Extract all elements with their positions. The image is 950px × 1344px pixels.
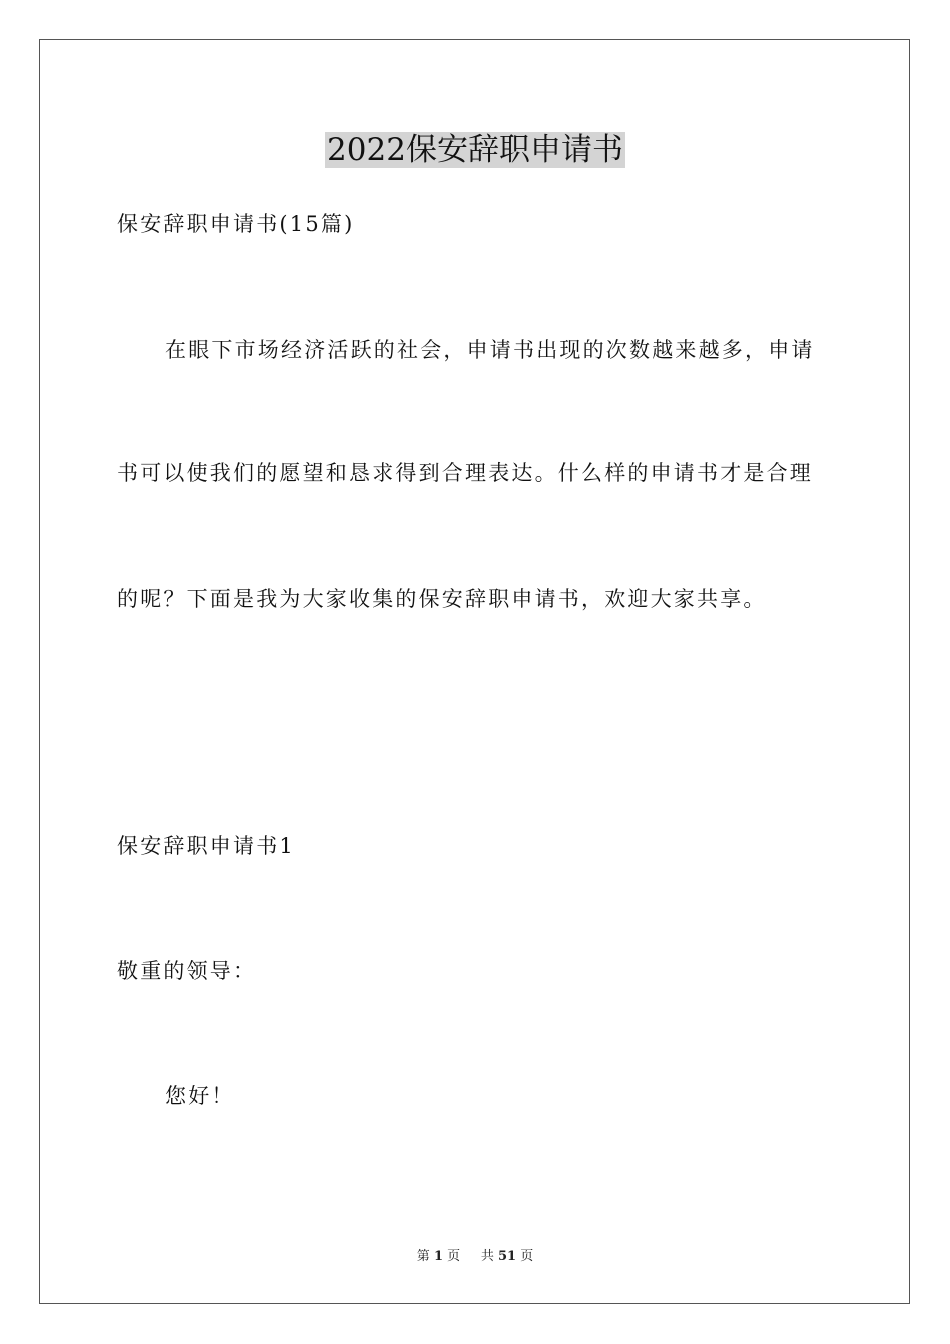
section-heading: 保安辞职申请书1 — [117, 834, 295, 858]
document-title: 2022保安辞职申请书 — [327, 132, 623, 168]
footer-total-prefix: 共 — [480, 1249, 494, 1264]
footer-total-suffix: 页 — [520, 1249, 534, 1264]
intro-paragraph-line-2: 书可以使我们的愿望和恳求得到合理表达。什么样的申请书才是合理 — [117, 461, 813, 485]
footer-page-suffix: 页 — [447, 1249, 461, 1264]
intro-paragraph-line-3: 的呢？下面是我为大家收集的保安辞职申请书，欢迎大家共享。 — [117, 587, 767, 611]
footer-total-pages: 51 — [497, 1249, 517, 1264]
page-footer — [0, 1248, 950, 1266]
letter-salutation: 敬重的领导： — [117, 959, 257, 983]
intro-paragraph-line-1: 在眼下市场经济活跃的社会，申请书出现的次数越来越多，申请 — [165, 338, 815, 362]
document-subtitle: 保安辞职申请书(15篇) — [117, 212, 355, 236]
footer-page-number: 1 — [433, 1249, 443, 1264]
letter-greeting: 您好！ — [165, 1084, 235, 1108]
document-title-container — [0, 128, 950, 172]
footer-page-prefix: 第 — [416, 1249, 430, 1264]
